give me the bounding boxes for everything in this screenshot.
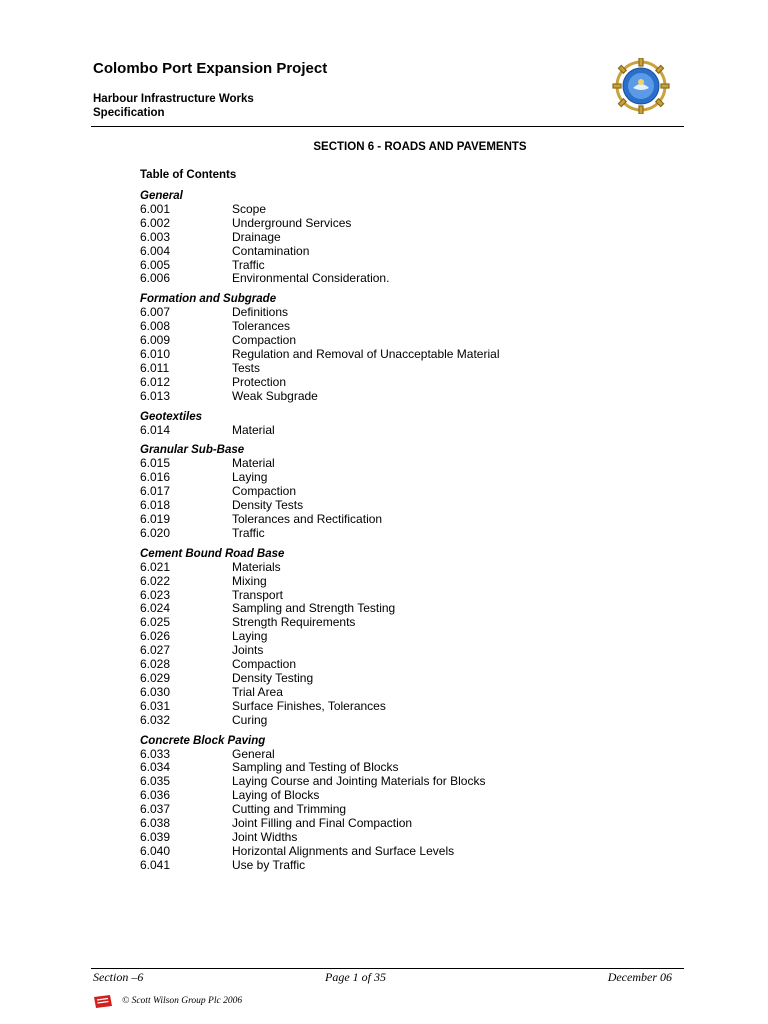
toc-entry-title: Material bbox=[232, 456, 275, 471]
toc-entry bbox=[140, 714, 620, 728]
toc-entry-number: 6.036 bbox=[140, 788, 171, 803]
toc-entry-title: Underground Services bbox=[232, 215, 352, 230]
toc-entry-title: Strength Requirements bbox=[232, 615, 356, 630]
toc-entry-title: General bbox=[232, 746, 275, 761]
footer-copyright: © Scott Wilson Group Plc 2006 bbox=[122, 996, 243, 1006]
toc-entry-number: 6.013 bbox=[140, 388, 171, 403]
toc-entry-number: 6.034 bbox=[140, 760, 171, 775]
toc-entry bbox=[140, 831, 620, 845]
toc-entry-title: Curing bbox=[232, 712, 268, 727]
toc-entry-title: Tolerances bbox=[232, 319, 291, 334]
company-logo-icon bbox=[93, 994, 113, 1009]
toc-entry bbox=[140, 306, 620, 320]
toc-entry-title: Density Tests bbox=[232, 498, 304, 513]
toc-entry bbox=[140, 644, 620, 658]
toc-entry-number: 6.004 bbox=[140, 243, 171, 258]
table-of-contents bbox=[140, 189, 620, 879]
toc-entry-number: 6.030 bbox=[140, 684, 171, 699]
toc-entry-title: Joint Widths bbox=[232, 829, 298, 844]
toc-entry-title: Compaction bbox=[232, 657, 297, 672]
toc-entry-title: Joint Filling and Final Compaction bbox=[232, 815, 413, 830]
toc-entry-title: Definitions bbox=[232, 305, 289, 320]
toc-group bbox=[140, 292, 620, 403]
toc-entry bbox=[140, 390, 620, 404]
toc-group-title: Concrete Block Paving bbox=[140, 734, 266, 747]
toc-entry bbox=[140, 672, 620, 686]
toc-entry-number: 6.007 bbox=[140, 305, 171, 320]
toc-entry bbox=[140, 231, 620, 245]
toc-entry-title: Mixing bbox=[232, 573, 267, 588]
toc-entry-title: Surface Finishes, Tolerances bbox=[232, 698, 386, 713]
toc-group bbox=[140, 189, 620, 286]
toc-entry-title: Environmental Consideration. bbox=[232, 271, 390, 286]
toc-entry-number: 6.011 bbox=[140, 360, 170, 375]
toc-entry bbox=[140, 859, 620, 873]
toc-entry bbox=[140, 203, 620, 217]
document-subtitle-line2: Specification bbox=[93, 107, 165, 119]
toc-entry bbox=[140, 789, 620, 803]
toc-entry bbox=[140, 589, 620, 603]
toc-entry bbox=[140, 334, 620, 348]
toc-entry-number: 6.022 bbox=[140, 573, 171, 588]
toc-entry-number: 6.014 bbox=[140, 422, 171, 437]
toc-entry-number: 6.035 bbox=[140, 774, 171, 789]
toc-entry-title: Laying of Blocks bbox=[232, 788, 320, 803]
toc-entry-title: Scope bbox=[232, 202, 267, 216]
toc-entry-number: 6.040 bbox=[140, 843, 171, 858]
toc-entry-title: Traffic bbox=[232, 257, 265, 272]
toc-group-title: Formation and Subgrade bbox=[140, 293, 277, 306]
toc-entry bbox=[140, 616, 620, 630]
toc-entry-title: Laying Course and Jointing Materials for Blocks bbox=[232, 774, 486, 789]
toc-heading: Table of Contents bbox=[140, 169, 237, 181]
toc-entry-title: Contamination bbox=[232, 243, 310, 258]
document-subtitle-line1: Harbour Infrastructure Works bbox=[93, 93, 254, 105]
toc-entry bbox=[140, 845, 620, 859]
toc-entry-number: 6.021 bbox=[140, 559, 171, 574]
toc-entry-title: Trial Area bbox=[232, 684, 283, 699]
toc-entry-number: 6.041 bbox=[140, 857, 171, 872]
toc-entry-number: 6.008 bbox=[140, 319, 171, 334]
toc-entry bbox=[140, 259, 620, 273]
toc-entry-number: 6.033 bbox=[140, 746, 171, 761]
toc-entry-number: 6.038 bbox=[140, 815, 171, 830]
toc-entry-number: 6.010 bbox=[140, 347, 171, 362]
toc-group bbox=[140, 443, 620, 540]
port-emblem-icon bbox=[611, 58, 671, 114]
toc-entry-title: Material bbox=[232, 422, 275, 437]
toc-entry-number: 6.039 bbox=[140, 829, 171, 844]
toc-entry-title: Materials bbox=[232, 559, 281, 574]
toc-entry-title: Laying bbox=[232, 629, 268, 644]
toc-entry-number: 6.005 bbox=[140, 257, 171, 272]
toc-group-title: Geotextiles bbox=[140, 410, 202, 423]
toc-entry bbox=[140, 245, 620, 259]
toc-entry bbox=[140, 471, 620, 485]
toc-entry-number: 6.018 bbox=[140, 498, 171, 513]
toc-entry bbox=[140, 217, 620, 231]
toc-entry-title: Traffic bbox=[232, 525, 265, 540]
section-heading: SECTION 6 - ROADS AND PAVEMENTS bbox=[313, 141, 527, 153]
toc-entry-number: 6.027 bbox=[140, 643, 171, 658]
toc-entry-number: 6.023 bbox=[140, 587, 171, 602]
toc-entry bbox=[140, 362, 620, 376]
toc-entry-number: 6.026 bbox=[140, 629, 171, 644]
toc-entry bbox=[140, 602, 620, 616]
toc-entry-number: 6.016 bbox=[140, 470, 171, 485]
toc-entry bbox=[140, 575, 620, 589]
toc-entry-title: Horizontal Alignments and Surface Levels bbox=[232, 843, 455, 858]
toc-group-title: Cement Bound Road Base bbox=[140, 547, 285, 560]
toc-entry-number: 6.017 bbox=[140, 484, 171, 499]
toc-entry-number: 6.029 bbox=[140, 670, 171, 685]
toc-entry bbox=[140, 424, 620, 438]
toc-entry bbox=[140, 513, 620, 527]
toc-entry-title: Tests bbox=[232, 360, 261, 375]
toc-entry bbox=[140, 686, 620, 700]
toc-entry-number: 6.037 bbox=[140, 802, 171, 817]
toc-entry bbox=[140, 499, 620, 513]
toc-entry bbox=[140, 775, 620, 789]
toc-entry bbox=[140, 761, 620, 775]
toc-entry bbox=[140, 561, 620, 575]
footer-page-number: Page 1 of 35 bbox=[325, 970, 386, 984]
toc-entry-title: Regulation and Removal of Unacceptable Material bbox=[232, 347, 500, 362]
toc-entry bbox=[140, 803, 620, 817]
toc-entry-number: 6.020 bbox=[140, 525, 171, 540]
toc-entry-title: Transport bbox=[232, 587, 283, 602]
toc-entry-title: Sampling and Testing of Blocks bbox=[232, 760, 399, 775]
toc-entry bbox=[140, 457, 620, 471]
toc-group bbox=[140, 410, 620, 438]
toc-entry bbox=[140, 700, 620, 714]
toc-entry-title: Joints bbox=[232, 643, 264, 658]
toc-entry-title: Compaction bbox=[232, 333, 297, 348]
toc-entry-number: 6.001 bbox=[140, 202, 171, 216]
toc-entry bbox=[140, 658, 620, 672]
toc-group-title: Granular Sub-Base bbox=[140, 444, 245, 457]
toc-entry bbox=[140, 527, 620, 541]
toc-entry bbox=[140, 630, 620, 644]
toc-group bbox=[140, 547, 620, 728]
footer-section-label: Section –6 bbox=[93, 970, 144, 984]
header-divider bbox=[91, 126, 684, 127]
toc-entry-title: Weak Subgrade bbox=[232, 388, 318, 403]
toc-entry-number: 6.019 bbox=[140, 512, 171, 527]
toc-entry-number: 6.028 bbox=[140, 657, 171, 672]
toc-entry bbox=[140, 348, 620, 362]
toc-group-title: General bbox=[140, 190, 183, 202]
toc-group bbox=[140, 734, 620, 873]
toc-entry-number: 6.002 bbox=[140, 215, 171, 230]
toc-entry-title: Compaction bbox=[232, 484, 297, 499]
toc-entry-title: Laying bbox=[232, 470, 268, 485]
toc-entry-title: Drainage bbox=[232, 229, 281, 244]
toc-entry-title: Use by Traffic bbox=[232, 857, 306, 872]
toc-entry bbox=[140, 320, 620, 334]
toc-entry-number: 6.006 bbox=[140, 271, 171, 286]
toc-entry-number: 6.015 bbox=[140, 456, 171, 471]
toc-entry bbox=[140, 272, 620, 286]
toc-entry-number: 6.032 bbox=[140, 712, 171, 727]
footer-divider bbox=[91, 968, 684, 969]
footer-date: December 06 bbox=[607, 970, 672, 984]
toc-entry-number: 6.003 bbox=[140, 229, 171, 244]
toc-entry-number: 6.009 bbox=[140, 333, 171, 348]
toc-entry bbox=[140, 485, 620, 499]
toc-entry-number: 6.031 bbox=[140, 698, 171, 713]
document-title: Colombo Port Expansion Project bbox=[93, 60, 328, 77]
toc-entry bbox=[140, 817, 620, 831]
toc-entry-title: Protection bbox=[232, 374, 287, 389]
toc-entry bbox=[140, 376, 620, 390]
toc-entry-number: 6.012 bbox=[140, 374, 171, 389]
toc-entry-title: Density Testing bbox=[232, 670, 314, 685]
toc-entry-number: 6.024 bbox=[140, 601, 171, 616]
toc-entry-title: Cutting and Trimming bbox=[232, 802, 347, 817]
toc-entry-title: Sampling and Strength Testing bbox=[232, 601, 396, 616]
toc-entry-title: Tolerances and Rectification bbox=[232, 512, 383, 527]
toc-entry bbox=[140, 748, 620, 762]
toc-entry-number: 6.025 bbox=[140, 615, 171, 630]
